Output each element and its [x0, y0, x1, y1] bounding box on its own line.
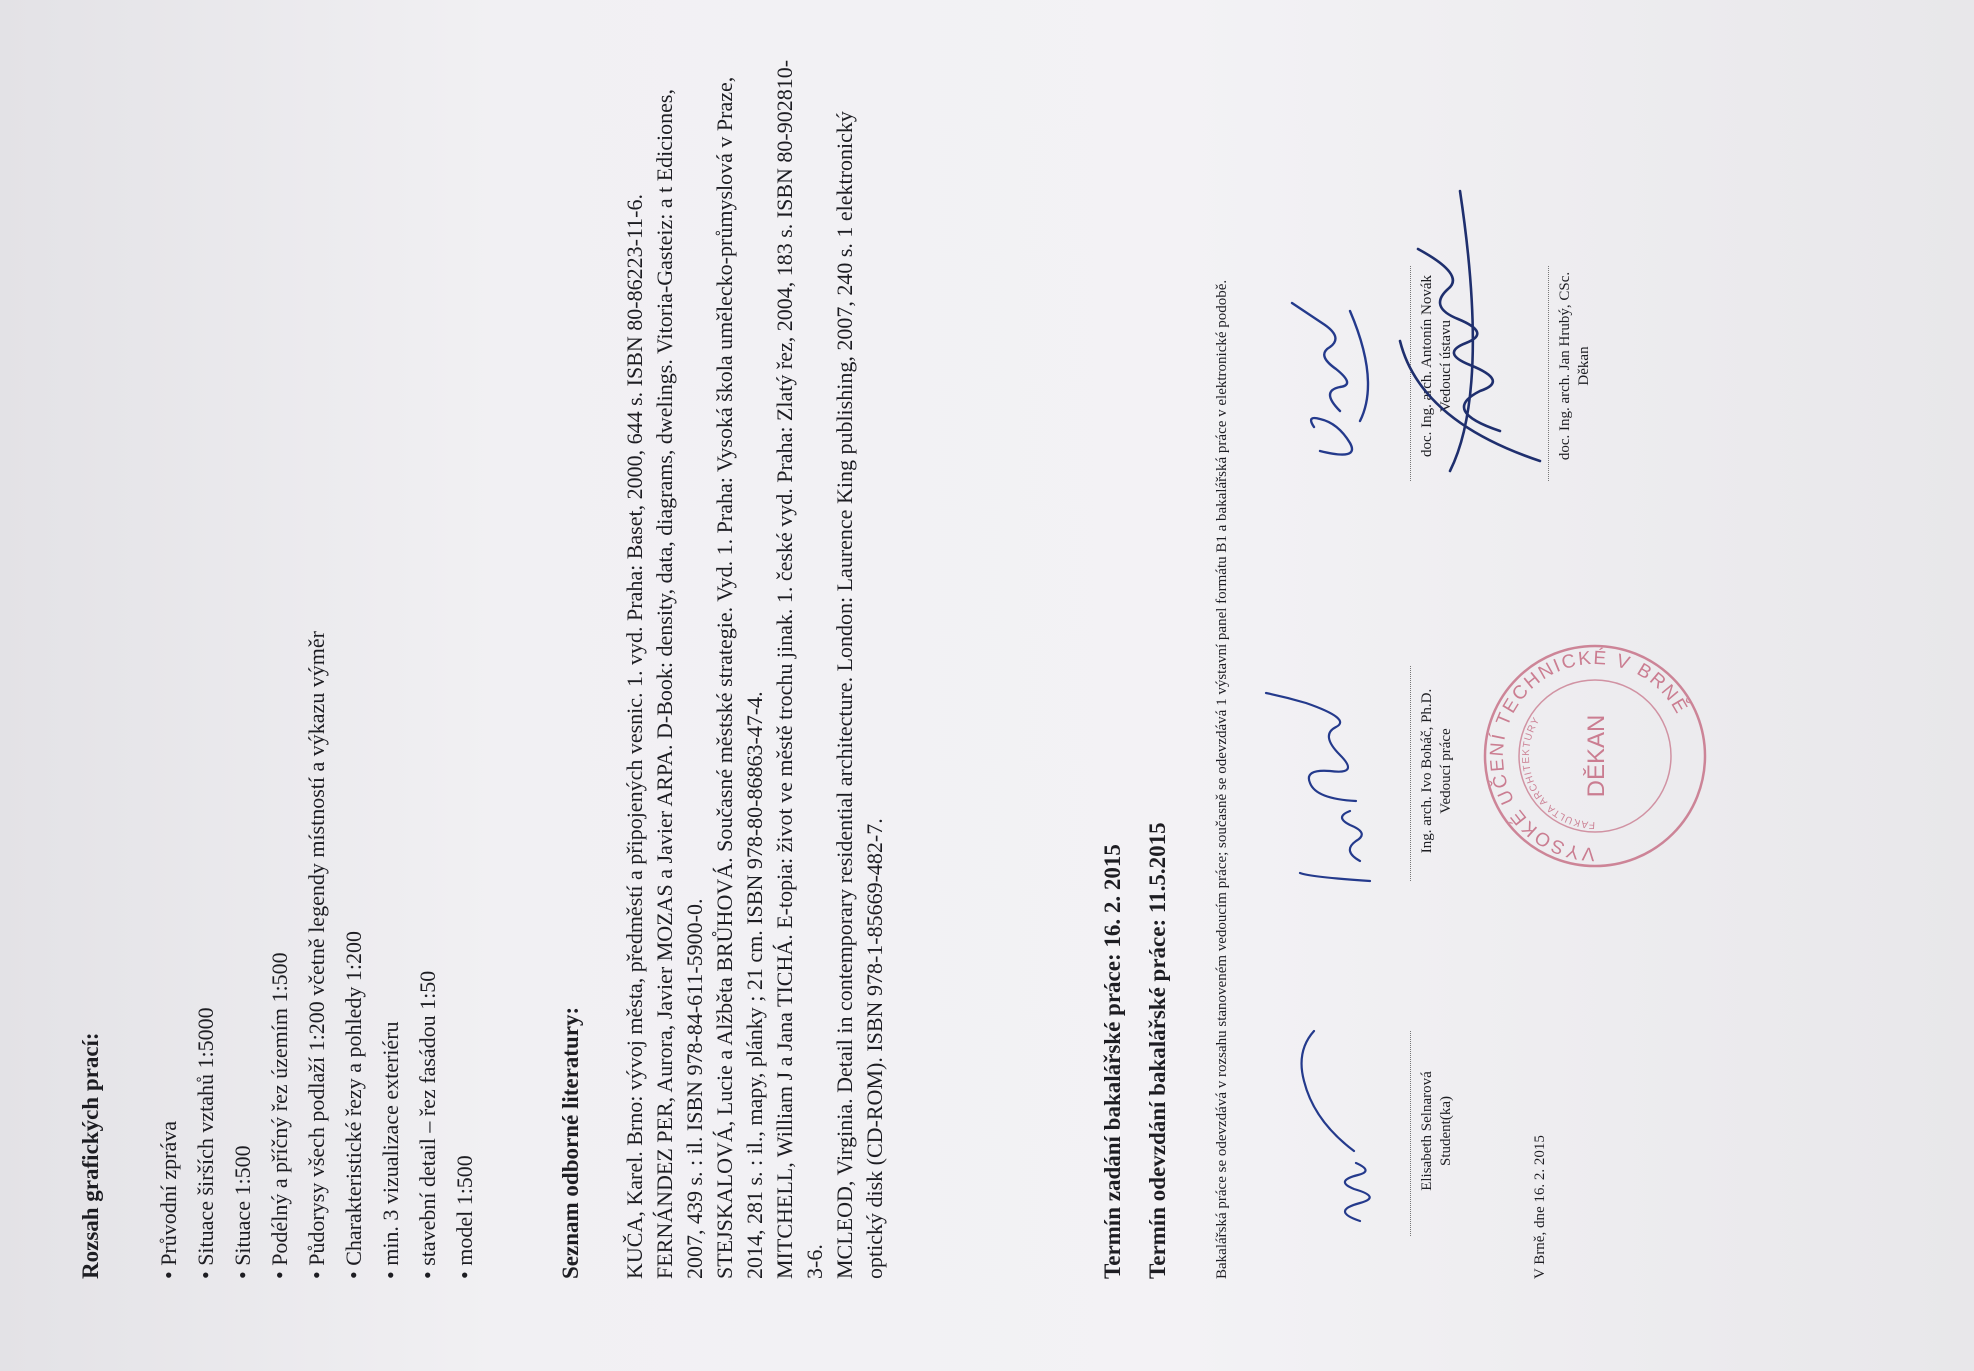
literatura-list — [620, 49, 890, 1279]
faculty-stamp — [1480, 641, 1710, 871]
list-item: • stavební detail – řez fasádou 1:50 — [415, 970, 440, 1279]
institute-head-role: Vedoucí ústavu — [1438, 319, 1454, 413]
literature-entry: MITCHELL, William J a Jana TICHÁ. E-topia: život ve městě trochu jinak. 1. české vyd. Praha: Zlatý řez, 2004, 183 s. ISBN 80-902810-3-6. — [772, 59, 827, 1279]
student-name: Elisabeth Selnarová — [1419, 1071, 1435, 1191]
student-signature-block — [1418, 1011, 1456, 1251]
dean-name: doc. Ing. arch. Jan Hrubý, CSc. — [1557, 271, 1573, 461]
supervisor-handwritten-signature — [1260, 641, 1410, 901]
signature-line — [1410, 266, 1411, 481]
term-odevzdani: Termín odevzdání bakalářské práce: 11.5.2015 — [1145, 822, 1170, 1279]
term-zadani: Termín zadání bakalářské práce: 16. 2. 2015 — [1100, 844, 1125, 1279]
dean-role: Děkan — [1576, 346, 1592, 386]
signature-line — [1410, 666, 1411, 881]
list-item: • Charakteristické řezy a pohledy 1:200 — [341, 931, 366, 1279]
dean-signature-block — [1556, 226, 1594, 506]
list-item: • Průvodní zpráva — [156, 1121, 181, 1279]
literature-entry: MCLEOD, Virginia. Detail in contemporary residential architecture. London: Laurence King publishing, 2007, 240 s. 1 elektronický optický disk (CD-ROM). ISBN 978-1-85669-482-7. — [832, 111, 887, 1279]
svg-text:VYSOKÉ UČENÍ TECHNICKÉ V BRNĚ — [1487, 648, 1693, 864]
signature-line — [1548, 266, 1549, 481]
literature-entry: FERNÁNDEZ PER, Aurora, Javier MOZAS a Javier ARPA. D-Book: density, data, diagrams, dwelings. Vitoria-Gasteiz: a t Ediciones, 2007, 439 s. : il. ISBN 978-84-611-5900-0. — [652, 89, 707, 1279]
submission-note: Bakalářská práce se odevzdává v rozsahu stanoveném vedoucím práce; současně se odevzdává 1 výstavní panel formátu B1 a bakalářská práce v elektronické podobě. — [1214, 279, 1230, 1279]
signature-line — [1410, 1031, 1411, 1236]
rozsah-list — [150, 631, 483, 1279]
institute-head-handwritten-signature — [1280, 231, 1420, 491]
list-item: • Půdorysy všech podlaží 1:200 včetně legendy místností a výkazu výměr — [304, 630, 329, 1279]
list-item: • Podélný a příčný řez územím 1:500 — [267, 952, 292, 1279]
list-item: • Situace širších vztahů 1:5000 — [193, 1007, 218, 1279]
student-role: Student(ka) — [1438, 1096, 1454, 1166]
stamp-center-text: DĚKAN — [1583, 714, 1610, 798]
institute-head-name: doc. Ing. arch. Antonín Novák — [1419, 274, 1435, 458]
rozsah-heading: Rozsah grafických prací: — [78, 1032, 103, 1279]
supervisor-role: Vedoucí práce — [1438, 728, 1454, 814]
list-item: • model 1:500 — [452, 1155, 477, 1279]
stamp-inner-text: FAKULTA ARCHITEKTURY — [1520, 715, 1596, 831]
place-date: V Brně, dne 16. 2. 2015 — [1532, 1135, 1548, 1279]
supervisor-signature-block — [1418, 641, 1456, 901]
literatura-heading: Seznam odborné literatury: — [558, 1006, 583, 1279]
stamp-outer-text: VYSOKÉ UČENÍ TECHNICKÉ V BRNĚ — [1486, 647, 1692, 865]
list-item: • min. 3 vizualizace exteriéru — [378, 1021, 403, 1279]
svg-text:FAKULTA ARCHITEKTURY — [1521, 715, 1595, 830]
dean-handwritten-signature — [1390, 171, 1560, 491]
literature-entry: STEJSKALOVÁ, Lucie a Alžběta BRŮHOVÁ. Současné městské strategie. Vyd. 1. Praha: Vysoká škola umělecko-průmyslová v Praze, 2014, 281 s. : il., mapy, plánky ; 21 cm. ISBN 978-80-86863-47-4. — [712, 76, 767, 1279]
supervisor-name: Ing. arch. Ivo Boháč, Ph.D. — [1419, 688, 1435, 854]
list-item: • Situace 1:500 — [230, 1145, 255, 1279]
student-handwritten-signature — [1290, 1011, 1410, 1241]
institute-head-signature-block — [1418, 231, 1456, 501]
literature-entry: KUČA, Karel. Brno: vývoj města, předměstí a připojených vesnic. 1. vyd. Praha: Baset, 2000, 644 s. ISBN 80-86223-11-6. — [622, 194, 647, 1279]
